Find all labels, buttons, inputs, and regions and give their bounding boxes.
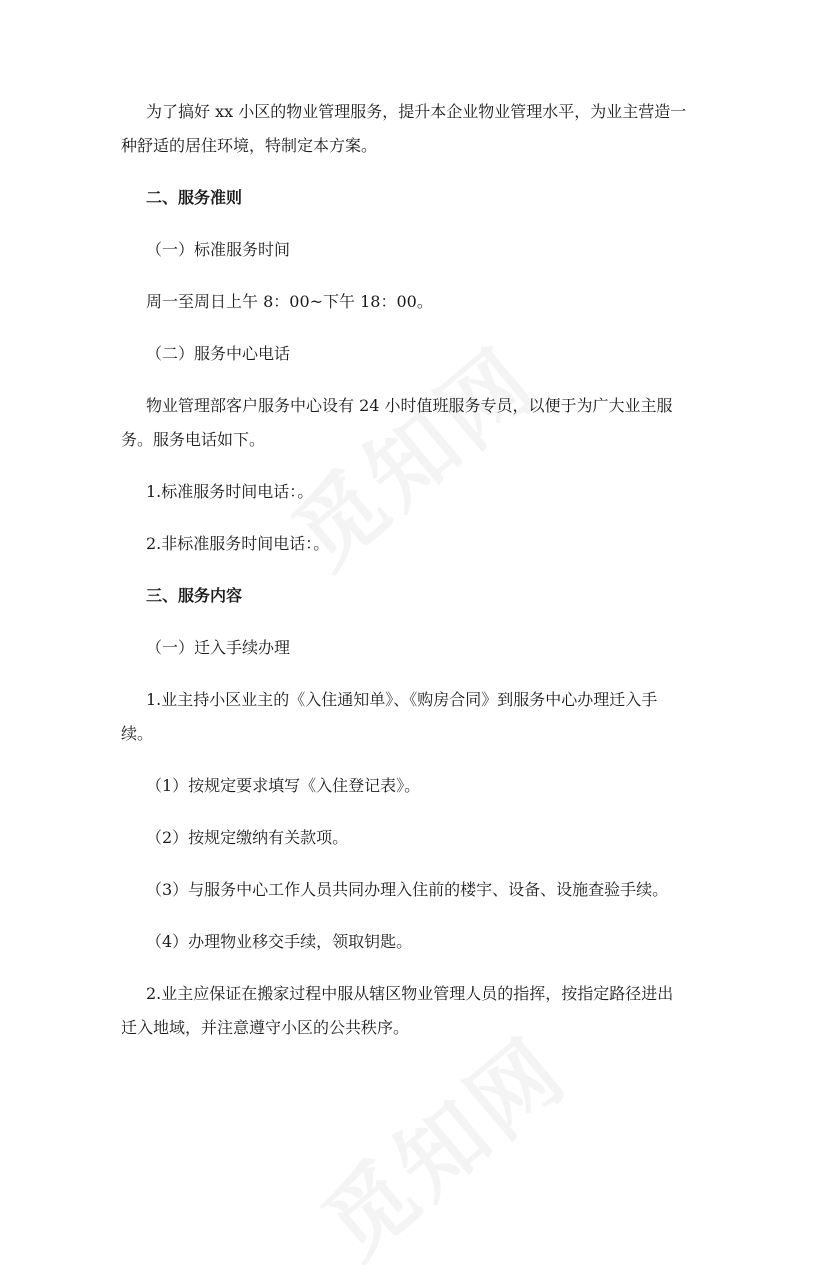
watermark (292, 1004, 589, 1282)
move-in-item-1-line-1: 1.业主持小区业主的《入住通知单》、《购房合同》到服务中心办理迁入手 (146, 690, 658, 709)
subheading-service-phone: （二）服务中心电话 (146, 344, 291, 363)
section-heading-2: 二、服务准则 (146, 188, 243, 207)
phone-item-1: 1.标准服务时间电话：。 (146, 482, 314, 501)
phone-item-2: 2.非标准服务时间电话：。 (146, 534, 330, 553)
subheading-service-time: （一）标准服务时间 (146, 240, 291, 259)
move-in-item-1-line-2: 续。 (121, 724, 154, 743)
move-in-subitem-1: （1）按规定要求填写《入住登记表》。 (146, 776, 421, 795)
service-phone-line-2: 务。服务电话如下。 (121, 430, 266, 449)
service-phone-line-1: 物业管理部客户服务中心设有 24 小时值班服务专员，以便于为广大业主服 (146, 396, 673, 415)
move-in-subitem-4: （4）办理物业移交手续，领取钥匙。 (146, 932, 413, 951)
move-in-subitem-2: （2）按规定缴纳有关款项。 (146, 828, 349, 847)
intro-line-2: 种舒适的居住环境，特制定本方案。 (121, 136, 378, 155)
service-time-text: 周一至周日上午 8：00~下午 18：00。 (146, 292, 433, 311)
subheading-move-in: （一）迁入手续办理 (146, 638, 291, 657)
move-in-subitem-3: （3）与服务中心工作人员共同办理入住前的楼宇、设备、设施查验手续。 (146, 880, 669, 899)
move-in-item-2-line-1: 2.业主应保证在搬家过程中服从辖区物业管理人员的指挥，按指定路径进出 (146, 984, 674, 1003)
section-heading-3: 三、服务内容 (146, 586, 243, 605)
move-in-item-2-line-2: 迁入地域，并注意遵守小区的公共秩序。 (121, 1018, 410, 1037)
intro-line-1: 为了搞好 xx 小区的物业管理服务，提升本企业物业管理水平，为业主营造一 (146, 102, 687, 121)
